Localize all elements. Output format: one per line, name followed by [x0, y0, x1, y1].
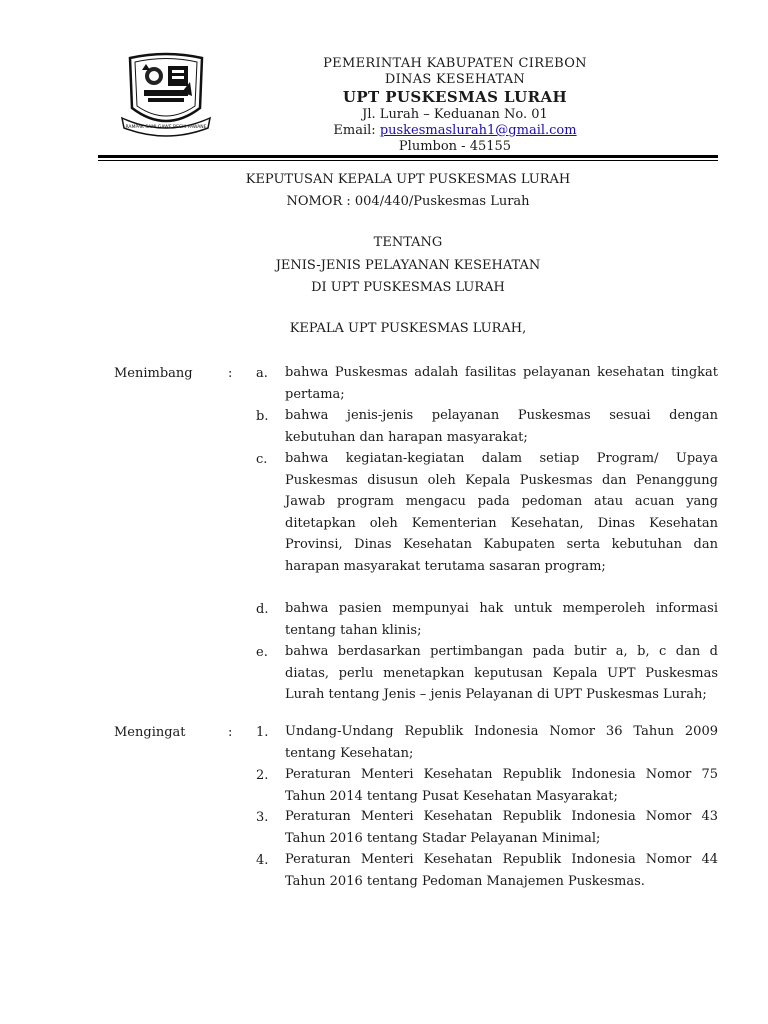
mengingat-label: Mengingat — [114, 725, 186, 740]
menimbang-colon: : — [228, 366, 233, 381]
decree-authority: KEPALA UPT PUSKESMAS LURAH, — [289, 321, 527, 336]
mengingat-item-text: Undang-Undang Republik Indonesia Nomor 36 Tahun 2009 tentang Kesehatan; — [285, 724, 718, 761]
agency-name: DINAS KESEHATAN — [384, 72, 526, 87]
cirebon-regency-logo — [120, 52, 212, 140]
postal-line: Plumbon - 45155 — [398, 139, 512, 154]
mengingat-item-text: Peraturan Menteri Kesehatan Republik Indonesia Nomor 43 Tahun 2016 tentang Stadar Pelayanan Minimal; — [285, 809, 718, 846]
menimbang-item-number: e. — [256, 645, 268, 660]
letterhead — [250, 56, 660, 155]
menimbang-item-text: bahwa jenis-jenis pelayanan Puskesmas sesuai dengan kebutuhan dan harapan masyarakat; — [285, 408, 718, 445]
decree-title: KEPUTUSAN KEPALA UPT PUSKESMAS LURAH — [245, 172, 571, 187]
letterhead-divider-thin — [98, 160, 718, 161]
mengingat-item-number: 4. — [256, 853, 269, 868]
mengingat-item-number: 1. — [256, 725, 269, 740]
menimbang-item-text: bahwa kegiatan-kegiatan dalam setiap Program/ Upaya Puskesmas disusun oleh Kepala Puskesmas dan Penanggung Jawab program mengacu pada pedoman atau acuan yang ditetapkan oleh Kementerian Kesehatan, Dinas Kesehatan Provinsi, Dinas Kesehatan Kabupaten serta kebutuhan dan harapan masyarakat terutama sasaran program; — [285, 451, 718, 574]
menimbang-label: Menimbang — [114, 366, 193, 381]
svg-text:RAMPAK SAMI GAWE BECIK PAWANE: RAMPAK SAMI GAWE BECIK PAWANE — [125, 125, 207, 130]
menimbang-item-number: c. — [256, 452, 268, 467]
decree-subject-1: JENIS-JENIS PELAYANAN KESEHATAN — [275, 258, 541, 273]
menimbang-item-text: bahwa Puskesmas adalah fasilitas pelayanan kesehatan tingkat pertama; — [285, 365, 718, 402]
menimbang-item-text: bahwa pasien mempunyai hak untuk memperoleh informasi tentang tahan klinis; — [285, 601, 718, 638]
menimbang-item-number: a. — [256, 366, 268, 381]
email-label: Email: — [333, 123, 376, 138]
email-link[interactable]: puskesmaslurah1@gmail.com — [379, 123, 577, 138]
mengingat-item-text: Peraturan Menteri Kesehatan Republik Indonesia Nomor 44 Tahun 2016 tentang Pedoman Manajemen Puskesmas. — [285, 852, 718, 889]
decree-number: NOMOR : 004/440/Puskesmas Lurah — [286, 194, 530, 209]
menimbang-item-number: b. — [256, 409, 269, 424]
letterhead-divider — [98, 155, 718, 158]
decree-subject-2: DI UPT PUSKESMAS LURAH — [311, 280, 505, 295]
email-line — [250, 123, 660, 139]
menimbang-item-text: bahwa berdasarkan pertimbangan pada butir a, b, c dan d diatas, perlu menetapkan keputusan Kepala UPT Puskesmas Lurah tentang Jenis – jenis Pelayanan di UPT Puskesmas Lurah; — [285, 644, 718, 702]
menimbang-item-number: d. — [256, 602, 269, 617]
address: Jl. Lurah – Keduanan No. 01 — [362, 107, 548, 122]
mengingat-item-text: Peraturan Menteri Kesehatan Republik Indonesia Nomor 75 Tahun 2014 tentang Pusat Kesehatan Masyarakat; — [285, 767, 718, 804]
govt-name: PEMERINTAH KABUPATEN CIREBON — [323, 56, 587, 71]
mengingat-item-number: 2. — [256, 768, 269, 783]
mengingat-colon: : — [228, 725, 233, 740]
mengingat-item-number: 3. — [256, 810, 269, 825]
institution-name: UPT PUSKESMAS LURAH — [342, 88, 568, 106]
decree-about: TENTANG — [373, 235, 443, 250]
